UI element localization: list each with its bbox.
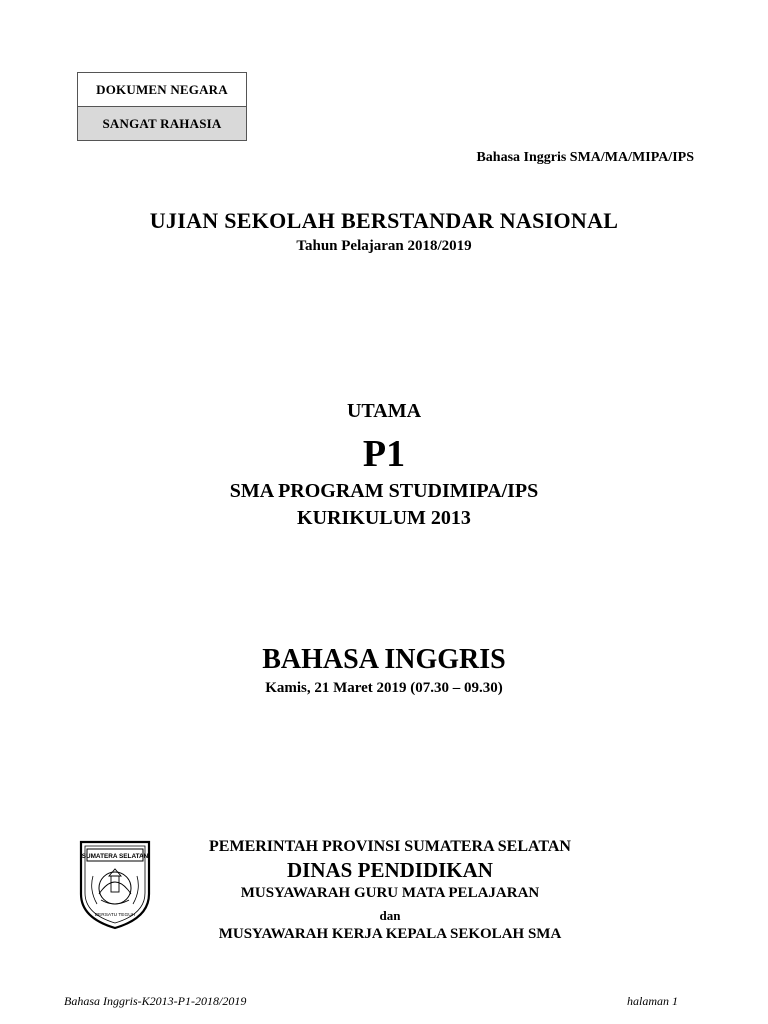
emblem-banner-text: SUMATERA SELATAN (81, 853, 149, 860)
exam-year: Tahun Pelajaran 2018/2019 (296, 238, 472, 254)
footer-page-number: halaman 1 (627, 994, 678, 1008)
classification-bottom: SANGAT RAHASIA (78, 107, 246, 140)
exam-schedule: Kamis, 21 Maret 2019 (07.30 – 09.30) (265, 680, 503, 696)
issuer-province: PEMERINTAH PROVINSI SUMATERA SELATAN (209, 838, 571, 855)
issuer-agency: DINAS PENDIDIKAN (287, 858, 493, 882)
footer-doc-code: Bahasa Inggris-K2013-P1-2018/2019 (64, 994, 247, 1008)
issuer-mgmp: MUSYAWARAH GURU MATA PELAJARAN (240, 885, 540, 901)
emblem-motto: BERSATU TEGUH (94, 913, 136, 918)
province-emblem-icon (75, 836, 155, 932)
issuer-mkks: MUSYAWARAH KERJA KEPALA SEKOLAH SMA (218, 926, 562, 942)
curriculum-title: KURIKULUM 2013 (297, 507, 471, 529)
exam-title: UJIAN SEKOLAH BERSTANDAR NASIONAL (149, 208, 619, 233)
package-code: P1 (362, 433, 406, 475)
program-title: SMA PROGRAM STUDIMIPA/IPS (229, 480, 539, 502)
package-label: UTAMA (346, 400, 422, 422)
issuer-and: dan (379, 908, 401, 923)
classification-top: DOKUMEN NEGARA (78, 73, 246, 107)
subject-header: Bahasa Inggris SMA/MA/MIPA/IPS (476, 150, 694, 165)
classification-box (77, 72, 247, 141)
subject-title: BAHASA INGGRIS (262, 644, 506, 675)
